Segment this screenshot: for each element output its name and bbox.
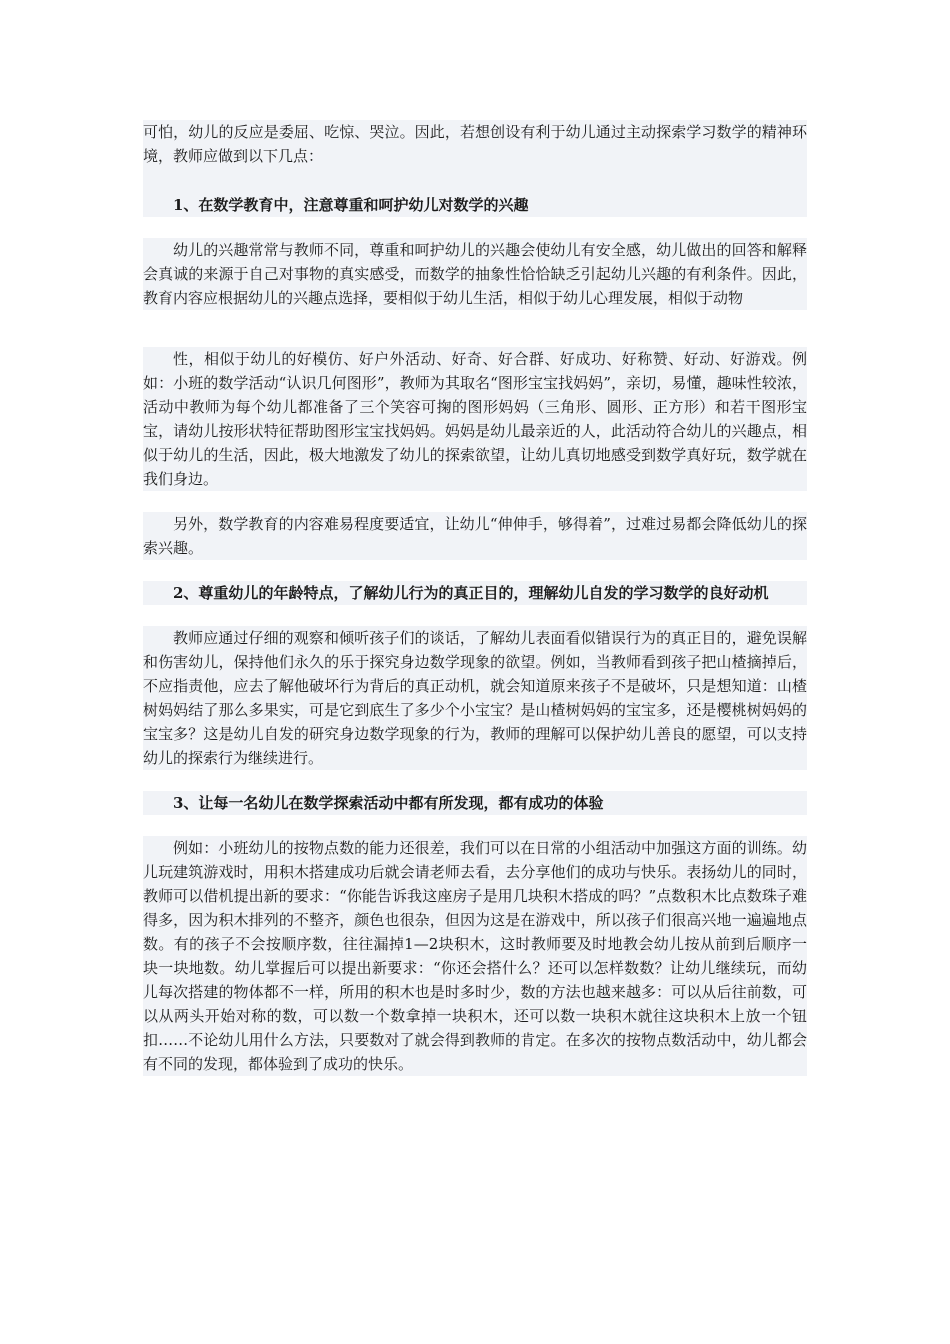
section-1-paragraph-1: 幼儿的兴趣常常与教师不同，尊重和呵护幼儿的兴趣会使幼儿有安全感，幼儿做出的回答和解释会真诚的来源于自己对事物的真实感受，而数学的抽象性恰恰缺乏引起幼儿兴趣的有利条件。因此，教育内容应根据幼儿的兴趣点选择，要相似于幼儿生活，相似于幼儿心理发展，相似于动物 (143, 238, 807, 310)
section-3-paragraph-1: 例如：小班幼儿的按物点数的能力还很差，我们可以在日常的小组活动中加强这方面的训练。幼儿玩建筑游戏时，用积木搭建成功后就会请老师去看，去分享他们的成功与快乐。表扬幼儿的同时，教师可以借机提出新的要求：“你能告诉我这座房子是用几块积木搭成的吗？”点数积木比点数珠子难得多，因为积木排列的不整齐，颜色也很杂，但因为这是在游戏中，所以孩子们很高兴地一遍遍地点数。有的孩子不会按顺序数，往往漏掉1—2块积木，这时教师要及时地教会幼儿按从前到后顺序一块一块地数。幼儿掌握后可以提出新要求：“你还会搭什么？还可以怎样数数？让幼儿继续玩，而幼儿每次搭建的物体都不一样，所用的积木也是时多时少，数的方法也越来越多：可以从后往前数，可以从两头开始对称的数，可以数一个数拿掉一块积木，还可以数一块积木就往这块积木上放一个钮扣……不论幼儿用什么方法，只要数对了就会得到教师的肯定。在多次的按物点数活动中，幼儿都会有不同的发现，都体验到了成功的快乐。 (143, 836, 807, 1076)
section-1-paragraph-2: 性，相似于幼儿的好模仿、好户外活动、好奇、好合群、好成功、好称赞、好动、好游戏。例如：小班的数学活动“认识几何图形”，教师为其取名“图形宝宝找妈妈”，亲切，易懂，趣味性较浓，活动中教师为每个幼儿都准备了三个笑容可掬的图形妈妈（三角形、圆形、正方形）和若干图形宝宝，请幼儿按形状特征帮助图形宝宝找妈妈。妈妈是幼儿最亲近的人，此活动符合幼儿的兴趣点，相似于幼儿的生活，因此，极大地激发了幼儿的探索欲望，让幼儿真切地感受到数学真好玩，数学就在我们身边。 (143, 347, 807, 491)
section-2-paragraph-1: 教师应通过仔细的观察和倾听孩子们的谈话，了解幼儿表面看似错误行为的真正目的，避免误解和伤害幼儿，保持他们永久的乐于探究身边数学现象的欲望。例如，当教师看到孩子把山楂摘掉后，不应指责他，应去了解他破坏行为背后的真正动机，就会知道原来孩子不是破坏，只是想知道：山楂树妈妈结了那么多果实，可是它到底生了多少个小宝宝？是山楂树妈妈的宝宝多，还是樱桃树妈妈的宝宝多？这是幼儿自发的研究身边数学现象的行为，教师的理解可以保护幼儿善良的愿望，可以支持幼儿的探索行为继续进行。 (143, 626, 807, 770)
document-body (143, 120, 807, 1076)
section-1-heading: 1、在数学教育中，注意尊重和呵护幼儿对数学的兴趣 (143, 193, 807, 217)
section-3-heading: 3、让每一名幼儿在数学探索活动中都有所发现，都有成功的体验 (143, 791, 807, 815)
intro-paragraph: 可怕，幼儿的反应是委屈、吃惊、哭泣。因此，若想创设有利于幼儿通过主动探索学习数学的精神环境，教师应做到以下几点： (143, 120, 807, 168)
section-2-heading: 2、尊重幼儿的年龄特点，了解幼儿行为的真正目的，理解幼儿自发的学习数学的良好动机 (143, 581, 807, 605)
section-1-paragraph-3: 另外，数学教育的内容难易程度要适宜，让幼儿“伸伸手，够得着”，过难过易都会降低幼儿的探索兴趣。 (143, 512, 807, 560)
